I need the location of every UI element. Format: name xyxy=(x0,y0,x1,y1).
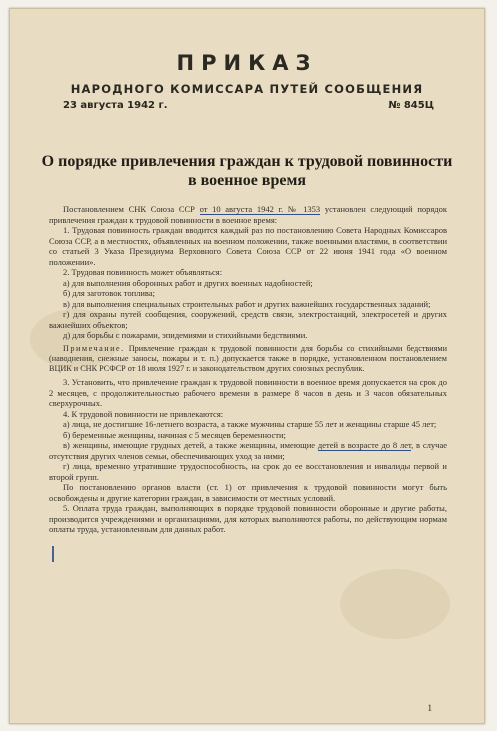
issuer-line: НАРОДНОГО КОМИССАРА ПУТЕЙ СООБЩЕНИЯ xyxy=(70,82,424,96)
note-paragraph xyxy=(49,344,447,375)
underlined-children-age: детей в возрасте до 8 лет xyxy=(317,440,412,451)
paragraph-2v: в) для выполнения специальных строительных работ и других важнейших государственных заданий; xyxy=(63,298,431,309)
intro-pre: Постановлением СНК Союза ССР xyxy=(63,204,200,214)
paragraph-4b: б) беременные женщины, начиная с 5 месяцев беременности; xyxy=(63,429,286,440)
order-title: ПРИКАЗ xyxy=(176,51,318,75)
paragraph-4a: а) лица, не достигшие 16-летнего возраста, а также мужчины старше 55 лет и женщины старше 45 лет; xyxy=(63,419,437,430)
note-text: Привлечение граждан к трудовой повинности для борьбы со стихийными бедствиями (наводнения, снежные заносы, пожары и т. п.) допускается также в порядке, установленном постановлением ВЦИК и СНК РСФСР от 18 июля 1927 г. и законодательством других союзных республик. xyxy=(49,343,447,374)
paper-stain xyxy=(340,569,450,639)
paragraph-2g: г) для охраны путей сообщения, сооружений, средств связи, электростанций, электросетей и других важнейших объектов; xyxy=(49,309,447,330)
paragraph-4: 4. К трудовой повинности не привлекаются: xyxy=(63,408,224,419)
order-number: № 845Ц xyxy=(388,100,434,111)
paragraph-5: 5. Оплата труда граждан, выполняющих в порядке трудовой повинности оборонные и другие работы, производится учреждениями и организациями, для которых выполняются работы, по действующим нормам оплаты труда, установленным для данных работ. xyxy=(49,503,447,535)
paragraph-4g: г) лица, временно утратившие трудоспособность, на срок до ее восстановления и инвалиды первой и второй групп. xyxy=(49,461,447,482)
paragraph-2a: а) для выполнения оборонных работ и других военных надобностей; xyxy=(63,277,313,288)
document-body xyxy=(49,204,447,535)
paragraph-2d: д) для борьбы с пожарами, эпидемиями и стихийными бедствиями. xyxy=(63,330,308,340)
p4v-pre: в) женщины, имеющие грудных детей, а также женщины, имеющие xyxy=(63,440,318,451)
paragraph-1: 1. Трудовая повинность граждан вводится каждый раз по постановлению Совета Народных Комиссаров Союза ССР, а в местностях, объявленных на военном положении, также военными властями, в соответствии со статьей 3 Указа Президиума Верховного Совета Союза ССР от 22 июня 1941 года «О военном положении». xyxy=(49,225,447,267)
p4v-post: , в случае отсутствия других членов семьи, обеспечивающих уход за ними; xyxy=(49,440,447,461)
paragraph-3: 3. Установить, что привлечение граждан к трудовой повинности в военное время допускается на срок до 2 месяцев, с продолжительностью рабочего времени в размере 8 часов в день и 3 часов обязательных сверхурочных. xyxy=(49,377,447,409)
order-date: 23 августа 1942 г. xyxy=(63,100,168,111)
document-title: О порядке привлечения граждан к трудовой повинности в военное время xyxy=(41,153,453,189)
note-label: Примечание. xyxy=(63,343,125,353)
underlined-decree-ref: от 10 августа 1942 г. № 1353 xyxy=(199,204,321,214)
paragraph-4v xyxy=(49,440,447,461)
intro-post: установлен следующий порядок привлечения граждан к трудовой повинности в военное время: xyxy=(49,204,447,225)
intro-paragraph xyxy=(49,204,447,225)
paragraph-2b: б) для заготовок топлива; xyxy=(63,288,155,298)
page-number: 1 xyxy=(427,703,432,713)
paragraph-4-exemptions: По постановлению органов власти (ст. 1) от привлечения к трудовой повинности могут быть освобождены и другие категории граждан, в зависимости от местных условий. xyxy=(49,482,447,503)
paragraph-2: 2. Трудовая повинность может объявляться: xyxy=(63,267,223,277)
document-page xyxy=(9,8,485,724)
pen-margin-mark xyxy=(52,546,54,562)
